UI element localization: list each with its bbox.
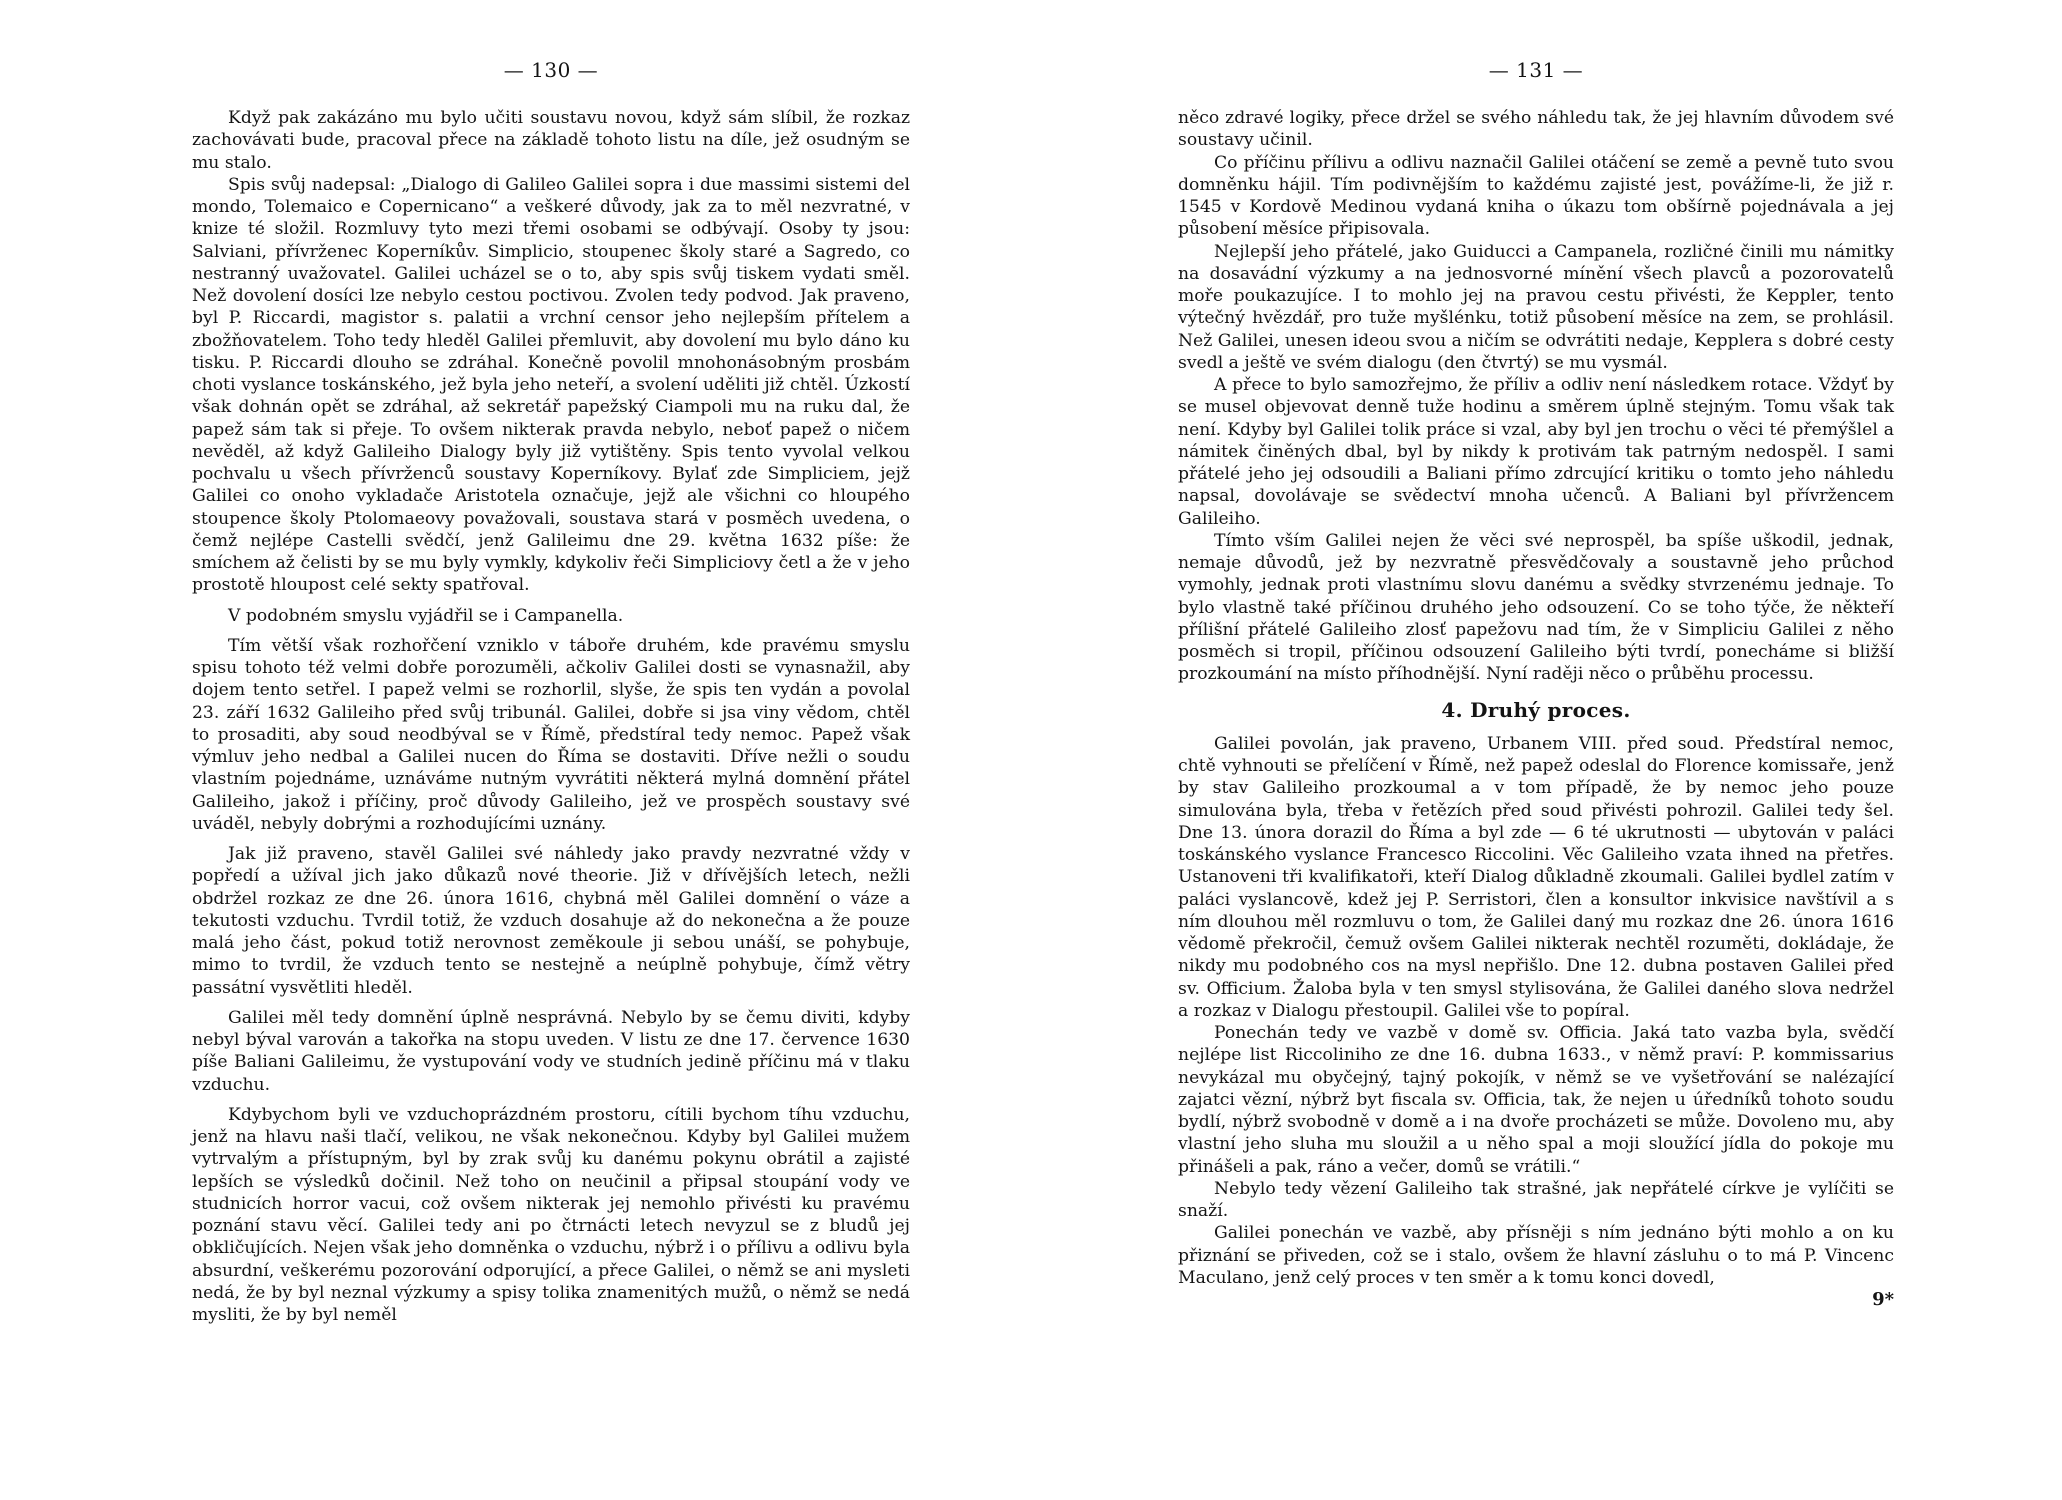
paragraph: Kdybychom byli ve vzduchoprázdném prostoru, cítili bychom tíhu vzduchu, jenž na hlavu naši tlačí, velikou, ne však nekonečnou. Kdyby byl Galilei mužem vytrvalým a přístupným, byl by zrak svůj ku danému pokynu obrátil a zajisté lepších se výsledků dočinil. Než toho on neučinil a připsal stoupání vody ve studnicích horror vacui, což ovšem nikterak jej nemohlo přivésti ku pravému poznání stavu věcí. Galilei tedy ani po čtrnácti letech nevyzul se z bludů jej obkličujících. Nejen však jeho domněnka o vzduchu, nýbrž i o přílivu a odlivu byla absurdní, veškerému pozorování odporující, a přece Galilei, o němž se ani mysleti nedá, že by byl neznal výzkumy a spisy tolika znamenitých mužů, o němž se nedá mysliti, že by byl neměl [192,1104,910,1325]
paragraph: Spis svůj nadepsal: „Dialogo di Galileo Galilei sopra i due massimi sistemi del mondo, Tolemaico e Copernicano“ a veškeré důvody, jak za to měl nezvratné, v knize té složil. Rozmluvy tyto mezi třemi osobami se odbývají. Osoby ty jsou: Salviani, přívrženec Koperníkův. Simplicio, stoupenec školy staré a Sagredo, co nestranný uvažovatel. Galilei ucházel se o to, aby spis svůj tiskem vydati směl. Než dovolení dosíci lze nebylo cestou poctivou. Zvolen tedy podvod. Jak praveno, byl P. Riccardi, magistor s. palatii a vrchní censor jeho nejlepším přítelem a zbožňovatelem. Toho tedy hleděl Galilei přemluvit, aby dovolení mu bylo dáno ku tisku. P. Riccardi dlouho se zdráhal. Konečně povolil mnohonásobným prosbám choti vyslance toskánského, jež byla jeho neteří, a svolení uděliti již chtěl. Úzkostí však dohnán opět se zdráhal, až sekretář papežský Ciampoli mu na ruku dal, že papež sám tak si přeje. To ovšem nikterak pravda nebylo, neboť papež o ničem nevěděl, až když Galileiho Dialogy byly již vytištěny. Spis tento vyvolal velkou pochvalu u všech přívrženců soustavy Koperníkovy. Bylať zde Simpliciem, jejž Galilei co onoho vykladače Aristotela označuje, jejž ale všichni co hloupého stoupence školy Ptolomaeovy považovali, soustava stará v posměch uvedena, o čemž nejlépe Castelli svědčí, jenž Galileimu dne 29. května 1632 píše: že smíchem až čelisti by se mu byly vymkly, kdykoliv řeči Simpliciovy četl a že v jeho prostotě hloupost celé sekty spatřoval. [192,174,910,596]
paragraph: Galilei měl tedy domnění úplně nesprávná. Nebylo by se čemu diviti, kdyby nebyl býval varován a takořka na stopu uveden. V listu ze dne 17. července 1630 píše Baliani Galileimu, že vystupování vody ve studních jedině příčinu má v tlaku vzduchu. [192,1007,910,1095]
right-page [1178,0,1894,1500]
paragraph: Jak již praveno, stavěl Galilei své náhledy jako pravdy nezvratné vždy v popředí a užíval jich jako důkazů nové theorie. Již v dřívějších letech, nežli obdržel rozkaz ze dne 26. února 1616, chybná měl Galilei domnění o váze a tekutosti vzduchu. Tvrdil totiž, že vzduch dosahuje až do nekonečna a že pouze malá jeho část, pokud totiž nerovnost zeměkoule ji sebou unáší, se pohybuje, mimo to tvrdil, že vzduch tento se nestejně a neúplně pohybuje, čímž větry passátní vysvětliti hleděl. [192,844,910,998]
paragraph: Ponechán tedy ve vazbě v domě sv. Officia. Jaká tato vazba byla, svědčí nejlépe list Riccoliniho ze dne 16. dubna 1633., v němž praví: P. kommissarius nevykázal mu obyčejný, tajný pokojík, v němž se ve vyšetřování se nalézající zajatci vězní, nýbrž byt fiscala sv. Officia, tak, že nejen u úředníků tohoto soudu bydlí, nýbrž svobodně v domě a i na dvoře procházeti se může. Dovoleno mu, aby vlastní jeho sluha mu sloužil a u něho spal a moji sloužící jídla do pokoje mu přinášeli a pak, ráno a večer, domů se vrátili.“ [1178,1023,1894,1177]
paragraph: Galilei povolán, jak praveno, Urbanem VIII. před soud. Předstíral nemoc, chtě vyhnouti se přelíčení v Římě, než papež odeslal do Florence komissaře, jenž by stav Galileiho prozkoumal a v tom případě, že by nemoc jeho pouze simulována byla, třeba v řetězích před soud přivésti pohrozil. Galilei tedy šel. Dne 13. února dorazil do Říma a byl zde — 6 té ukrutnosti — ubytován v paláci toskánského vyslance Francesco Riccolini. Věc Galileiho vzata ihned na přetřes. Ustanoveni tři kvalifikatoři, kteří Dialog důkladně zkoumali. Galilei bydlel zatím v paláci vyslancově, kdež jej P. Serristori, člen a konsultor inkvisice navštívil a s ním dlouhou měl rozmluvu o tom, že Galilei daný mu rozkaz dne 26. února 1616 vědomě překročil, čemuž ovšem Galilei nikterak nechtěl rozuměti, dokládaje, že nikdy mu podobného cos na mysl nepřišlo. Dne 12. dubna postaven Galilei před sv. Officium. Žaloba byla v ten smysl stylisována, že Galilei daného slova nedržel a rozkaz v Dialogu přestoupil. Galilei vše to popíral. [1178,733,1894,1021]
page-number: — 130 — [503,58,599,82]
signature-mark: 9* [1872,1289,1894,1310]
paragraph: Když pak zakázáno mu bylo učiti soustavu novou, když sám slíbil, že rozkaz zachovávati bude, pracoval přece na základě tohoto listu na díle, jež osudným se mu stalo. [192,108,910,173]
paragraph: Nebylo tedy vězení Galileiho tak strašné, jak nepřátelé církve je vylíčiti se snaží. [1178,1178,1894,1221]
paragraph: Co příčinu přílivu a odlivu naznačil Galilei otáčení se země a pevně tuto svou domněnku hájil. Tím podivnějším to každému zajisté jest, povážíme-li, že již r. 1545 v Kordově Medinou vydaná kniha o úkazu tom obšírně pojednávala a jej působení měsíce připisovala. [1178,152,1894,240]
paragraph: Tím větší však rozhořčení vzniklo v táboře druhém, kde pravému smyslu spisu tohoto též velmi dobře porozuměli, ačkoliv Galilei dosti se vynasnažil, aby dojem tento setřel. I papež velmi se rozhorlil, slyše, že spis ten vydán a povolal 23. září 1632 Galileiho před svůj tribunál. Galilei, dobře si jsa viny vědom, chtěl to prosaditi, aby soud neodbýval se v Římě, předstíral tedy nemoc. Papež však výmluv jeho nedbal a Galilei nucen do Říma se dostaviti. Dříve nežli o soudu vlastním pojednáme, uznáváme nutným vyvrátiti některá mylná domnění přátel Galileiho, jakož i příčiny, proč důvody Galileiho, jež ve prospěch soustavy své uváděl, nebyly dobrými a rozhodujícími uznány. [192,635,910,834]
page-body [192,107,910,1326]
paragraph: Tímto vším Galilei nejen že věci své neprospěl, ba spíše uškodil, jednak, nemaje důvodů, jež by nezvratně přesvědčovaly a soustavně jeho průchod vymohly, jednak proti vlastnímu slovu danému a svědky stvrzenému jednaje. To bylo vlastně také příčinou druhého jeho odsouzení. Co se toho týče, že někteří přílišní přátelé Galileiho zlosť papežovu nad tím, že v Simpliciu Galilei z něho posměch si tropil, příčinou odsouzení Galileiho býti tvrdí, ponecháme si bližší prozkoumání na místo příhodnější. Nyní raději něco o průběhu processu. [1178,530,1894,685]
page-body [1178,107,1894,1311]
paragraph: něco zdravé logiky, přece držel se svého náhledu tak, že jej hlavním důvodem své soustavy učinil. [1178,108,1894,151]
paragraph: V podobném smyslu vyjádřil se i Campanella. [228,605,624,626]
left-page [192,0,910,1500]
paragraph: Nejlepší jeho přátelé, jako Guiducci a Campanela, rozličné činili mu námitky na dosavádní výzkumy a na jednosvorné mínění všech plavců a pozorovatelů moře poukazujíce. I to mohlo jej na pravou cestu přivésti, že Keppler, tento výtečný hvězdář, pro tuže myšlénku, totiž působení měsíce na zem, se prohlásil. Než Galilei, unesen ideou svou a ničím se odvrátiti nedaje, Kepplera s dobré cesty svedl a ještě ve svém dialogu (den čtvrtý) se mu vysmál. [1178,241,1894,373]
page-number: — 131 — [1488,58,1584,82]
paragraph: Galilei ponechán ve vazbě, aby přísněji s ním jednáno býti mohlo a on ku přiznání se přiveden, což se i stalo, ovšem že hlavní zásluhu o to má P. Vincenc Maculano, jenž celý proces v ten směr a k tomu konci dovedl, [1178,1223,1894,1288]
paragraph: A přece to bylo samozřejmo, že příliv a odliv není následkem rotace. Vždyť by se musel objevovat denně tuže hodinu a směrem úplně stejným. Tomu však tak není. Kdyby byl Galilei tolik práce si vzal, aby byl jen trochu o věci té přemýšlel a námitek činěných dbal, byl by nikdy k protivám tak patrným nedospěl. I sami přátelé jeho jej odsoudili a Baliani přímo zdrcující kritiku o tomto jeho náhledu napsal, dovolávaje se svědectví mnoha učenců. A Baliani byl přívržencem Galileiho. [1178,375,1894,529]
section-heading: 4. Druhý proces. [1441,697,1631,722]
